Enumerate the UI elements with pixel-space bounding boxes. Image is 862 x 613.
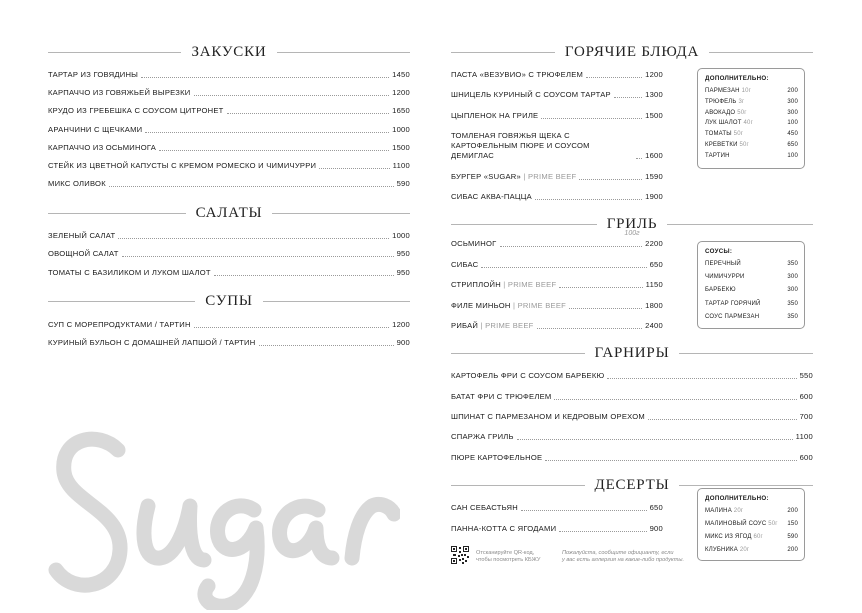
extra-name (705, 153, 730, 160)
item-price: 1100 (795, 432, 813, 442)
dot-leader (259, 345, 394, 346)
extra-weight: 50г (733, 131, 744, 138)
section-title: ГОРЯЧИЕ БЛЮДА (564, 43, 700, 60)
salaty-list (48, 231, 410, 277)
header-rule (263, 301, 410, 302)
sauce-name: ЧИМИЧУРРИ (705, 274, 745, 281)
dot-leader (214, 275, 394, 276)
dot-leader (227, 113, 390, 114)
hot-list (451, 70, 663, 202)
menu-item (451, 239, 663, 249)
sauce-price: 350 (787, 313, 798, 320)
item-name: СУП С МОРЕПРОДУКТАМИ / ТАРТИН (48, 319, 191, 329)
extra-label: КЛУБНИКА (705, 547, 738, 553)
dot-leader (586, 77, 642, 78)
extra-label: АВОКАДО (705, 109, 736, 116)
dot-leader (554, 399, 796, 400)
menu-item (48, 161, 410, 171)
extra-row (705, 547, 798, 554)
menu-item (48, 320, 410, 330)
item-name: СИБАС АКВА-ПАЦЦА (451, 191, 532, 201)
sauces-box (697, 241, 805, 329)
header-rule (48, 301, 195, 302)
extra-weight: 20г (733, 508, 744, 514)
menu-item (48, 268, 410, 278)
item-price: 1200 (392, 88, 410, 98)
dot-leader (122, 256, 394, 257)
menu-item (451, 172, 663, 182)
sauce-row (705, 314, 798, 321)
dot-leader (537, 328, 643, 329)
item-price: 1900 (645, 191, 663, 201)
prime-beef-tag: | PRIME BEEF (500, 280, 557, 290)
item-name (451, 321, 534, 331)
left-column (48, 40, 410, 356)
item-name: СТЕЙК ИЗ ЦВЕТНОЙ КАПУСТЫ С КРЕМОМ РОМЕСКО И ЧИМИЧУРРИ (48, 160, 317, 170)
menu-item (48, 70, 410, 80)
menu-item (451, 280, 663, 290)
box-title: ДОПОЛНИТЕЛЬНО: (705, 75, 769, 82)
sauce-name: ПЕРЕЧНЫЙ (705, 261, 741, 267)
item-name: СПАРЖА ГРИЛЬ (451, 432, 514, 442)
item-price: 600 (799, 452, 813, 462)
extra-label: ТРЮФЕЛЬ (705, 98, 737, 105)
header-rule (48, 213, 186, 214)
menu-item (48, 179, 410, 189)
menu-item (451, 524, 663, 534)
item-name (451, 172, 576, 182)
sauce-name: СОУС ПАРМЕЗАН (705, 313, 760, 320)
item-name: КРУДО ИЗ ГРЕБЕШКА С СОУСОМ ЦИТРОНЕТ (48, 106, 224, 116)
allergy-note-line: у вас есть аллергия на какие-либо продукты. (562, 557, 685, 563)
item-name-text: РИБАЙ (451, 320, 479, 330)
dot-leader (319, 168, 389, 169)
extra-row (705, 88, 798, 95)
menu-item (451, 392, 813, 402)
section-title: САЛАТЫ (195, 204, 263, 221)
allergy-note-line: Пожалуйста, сообщите официанту, если (562, 550, 674, 556)
dot-leader (145, 132, 389, 133)
sauce-row (705, 287, 798, 294)
item-price: 950 (396, 267, 410, 277)
dot-leader (141, 77, 389, 78)
dot-leader (614, 97, 642, 98)
sauce-row (705, 301, 798, 308)
item-name: ОВОЩНОЙ САЛАТ (48, 249, 119, 259)
section-title: ЗАКУСКИ (191, 43, 267, 60)
extra-weight: 50г (739, 141, 749, 148)
extra-name (705, 99, 744, 106)
item-price: 1000 (392, 124, 410, 134)
header-rule (451, 485, 585, 486)
sauce-price: 300 (787, 287, 798, 294)
section-header-zakuski (48, 40, 410, 64)
extra-name (705, 534, 763, 541)
sauce-name: БАРБЕКЮ (705, 287, 736, 294)
menu-item (451, 131, 663, 161)
item-price: 1650 (392, 106, 410, 116)
item-price: 1300 (645, 90, 663, 100)
extra-price: 100 (787, 120, 798, 127)
item-price: 1200 (645, 70, 663, 79)
garnish-list (451, 371, 813, 463)
dot-leader (541, 118, 642, 119)
dot-leader (521, 510, 647, 511)
extra-label: МАЛИНА (705, 508, 732, 514)
box-title: СОУСЫ: (705, 248, 733, 255)
menu-item (48, 231, 410, 241)
item-price: 700 (799, 412, 813, 422)
dot-leader (559, 287, 642, 288)
extra-label: ТАРТИН (705, 152, 730, 159)
item-name: ЦЫПЛЕНОК НА ГРИЛЕ (451, 110, 539, 120)
dot-leader (194, 95, 390, 96)
item-name: КУРИНЫЙ БУЛЬОН С ДОМАШНЕЙ ЛАПШОЙ / ТАРТИН (48, 337, 256, 347)
extra-row (705, 131, 798, 138)
box-title: ДОПОЛНИТЕЛЬНО: (705, 495, 769, 502)
extra-price: 200 (787, 88, 798, 94)
item-price: 1600 (645, 151, 663, 161)
extra-row (705, 99, 798, 106)
extra-name (705, 131, 743, 138)
prime-beef-tag: | PRIME BEEF (510, 300, 567, 310)
item-name: СИБАС (451, 259, 479, 269)
item-price: 590 (396, 179, 410, 189)
dot-leader (194, 327, 389, 328)
sauce-price: 350 (787, 261, 798, 267)
item-price: 650 (649, 503, 663, 513)
header-rule (709, 52, 813, 53)
menu-item (451, 371, 813, 381)
extra-name (705, 110, 747, 117)
dot-leader (159, 150, 389, 151)
menu-item (48, 143, 410, 153)
menu-item (451, 301, 663, 311)
extra-name (705, 88, 751, 95)
extra-row (705, 120, 798, 127)
header-rule (272, 213, 410, 214)
item-name: АРАНЧИНИ С ЩЕЧКАМИ (48, 124, 143, 134)
sauce-price: 350 (787, 300, 798, 307)
item-name: ПЮРЕ КАРТОФЕЛЬНОЕ (451, 452, 543, 462)
section-header-garnish (451, 341, 813, 365)
dot-leader (636, 158, 642, 159)
extra-price: 100 (787, 152, 798, 159)
extra-weight: 3г (738, 98, 745, 105)
item-price: 1800 (645, 300, 663, 310)
extra-price: 590 (787, 534, 798, 540)
item-price: 550 (799, 371, 813, 381)
extra-price: 450 (787, 131, 798, 138)
extra-weight: 40г (743, 120, 753, 127)
section-subtitle: 100г (624, 230, 640, 238)
dot-leader (559, 531, 646, 532)
dot-leader (535, 199, 642, 200)
item-price: 1100 (392, 160, 410, 170)
qr-code-icon[interactable] (451, 546, 469, 564)
prime-beef-tag: | PRIME BEEF (521, 171, 577, 181)
extra-row (705, 521, 798, 528)
item-price: 1000 (392, 231, 410, 241)
menu-item (451, 321, 663, 331)
section-header-hot (451, 40, 813, 64)
item-name: САН СЕБАСТЬЯН (451, 503, 518, 513)
item-price: 1500 (645, 110, 663, 120)
header-rule (277, 52, 410, 53)
menu-item (48, 88, 410, 98)
item-name: ШНИЦЕЛЬ КУРИНЫЙ С СОУСОМ ТАРТАР (451, 90, 611, 100)
header-rule (667, 224, 813, 225)
dot-leader (648, 419, 797, 420)
item-price: 1450 (392, 70, 410, 79)
extra-name (705, 521, 778, 528)
item-name: ЗЕЛЕНЫЙ САЛАТ (48, 231, 116, 241)
dot-leader (500, 246, 643, 247)
item-name: ТОМАТЫ С БАЗИЛИКОМ И ЛУКОМ ШАЛОТ (48, 267, 211, 277)
extra-label: ПАРМЕЗАН (705, 88, 740, 94)
section-header-salaty (48, 201, 410, 225)
item-name: КАРПАЧЧО ИЗ ГОВЯЖЬЕЙ ВЫРЕЗКИ (48, 88, 191, 98)
header-rule (679, 485, 813, 486)
extra-row (705, 508, 798, 515)
item-name: ПАСТА «ВЕЗУВИО» С ТРЮФЕЛЕМ (451, 70, 584, 79)
item-price: 1150 (645, 280, 663, 290)
item-name (451, 280, 556, 290)
menu-item (451, 111, 663, 121)
menu-item (48, 338, 410, 348)
extra-weight: 50г (768, 521, 778, 527)
extra-name (705, 547, 749, 554)
sugar-watermark-logo (40, 410, 400, 610)
extra-price: 650 (787, 141, 798, 148)
extra-label: ЛУК ШАЛОТ (705, 120, 742, 127)
extra-row (705, 142, 798, 149)
extra-label: КРЕВЕТКИ (705, 141, 738, 148)
extra-weight: 60г (753, 534, 763, 540)
item-name-text: ФИЛЕ МИНЬОН (451, 300, 511, 310)
extra-label: МИКС ИЗ ЯГОД (705, 534, 752, 540)
item-name: БАТАТ ФРИ С ТРЮФЕЛЕМ (451, 391, 552, 401)
extra-name (705, 508, 743, 515)
menu-item (48, 125, 410, 135)
dot-leader (109, 186, 394, 187)
header-rule (451, 52, 555, 53)
extra-price: 200 (787, 547, 798, 553)
menu-item (451, 503, 663, 513)
extra-weight: 10г (741, 88, 752, 94)
section-title: ГРИЛЬ (606, 215, 658, 232)
section-title: ДЕСЕРТЫ (594, 476, 670, 493)
extra-weight: 50г (737, 109, 747, 116)
item-name: ТАРТАР ИЗ ГОВЯДИНЫ (48, 70, 139, 79)
item-price: 600 (799, 391, 813, 401)
menu-item (451, 90, 663, 100)
sauce-name: ТАРТАР ГОРЯЧИЙ (705, 300, 761, 307)
extra-row (705, 110, 798, 117)
menu-item (451, 432, 813, 442)
grill-list (451, 239, 663, 331)
item-name: КАРПАЧЧО ИЗ ОСЬМИНОГА (48, 142, 157, 152)
menu-item (451, 260, 663, 270)
qr-note-line: Отсканируйте QR-код, (476, 550, 535, 556)
dot-leader (569, 308, 642, 309)
item-price: 1200 (392, 319, 410, 329)
item-name: ШПИНАТ С ПАРМЕЗАНОМ И КЕДРОВЫМ ОРЕХОМ (451, 412, 645, 422)
menu-item (451, 192, 663, 202)
extra-name (705, 120, 753, 127)
header-rule (451, 353, 585, 354)
item-name: ПАННА-КОТТА С ЯГОДАМИ (451, 523, 557, 533)
item-price: 900 (396, 337, 410, 347)
extra-label: МАЛИНОВЫЙ СОУС (705, 521, 767, 527)
header-rule (679, 353, 813, 354)
extra-price: 150 (787, 521, 798, 527)
item-name: ОСЬМИНОГ (451, 239, 497, 249)
qr-note (476, 550, 540, 564)
item-price: 1500 (392, 142, 410, 152)
sauce-row (705, 261, 798, 268)
dot-leader (579, 179, 642, 180)
dessert-extras-box (697, 488, 805, 561)
extra-price: 200 (787, 508, 798, 514)
supy-list (48, 320, 410, 348)
menu-item (451, 70, 663, 80)
header-rule (451, 224, 597, 225)
dessert-list (451, 503, 663, 533)
item-name: МИКС ОЛИВОК (48, 179, 106, 189)
extra-price: 300 (787, 98, 798, 105)
allergy-note (562, 550, 684, 564)
qr-note-line: чтобы посмотреть КБЖУ (476, 557, 541, 563)
header-rule (48, 52, 181, 53)
section-header-supy (48, 290, 410, 314)
zakuski-list (48, 70, 410, 189)
dot-leader (607, 378, 796, 379)
extra-weight: 20г (739, 547, 750, 553)
item-name: КАРТОФЕЛЬ ФРИ С СОУСОМ БАРБЕКЮ (451, 371, 605, 381)
item-price: 650 (649, 259, 663, 269)
dot-leader (545, 460, 796, 461)
dot-leader (517, 439, 793, 440)
extra-name (705, 142, 749, 149)
menu-item (48, 249, 410, 259)
section-title: СУПЫ (205, 293, 253, 309)
menu-item (451, 453, 813, 463)
item-name-text: БУРГЕР «SUGAR» (451, 171, 522, 181)
extra-label: ТОМАТЫ (705, 131, 732, 138)
menu-item (48, 106, 410, 116)
dot-leader (118, 238, 389, 239)
menu-item (451, 412, 813, 422)
extra-row (705, 534, 798, 541)
section-title: ГАРНИРЫ (594, 344, 670, 361)
item-price: 950 (396, 249, 410, 259)
prime-beef-tag: | PRIME BEEF (478, 320, 534, 330)
sauce-row (705, 274, 798, 281)
dot-leader (481, 267, 646, 268)
extra-price: 300 (787, 109, 798, 116)
item-name (451, 301, 566, 311)
extra-row (705, 153, 798, 160)
item-price: 2400 (645, 320, 663, 330)
item-price: 1590 (645, 171, 663, 181)
sauce-price: 300 (787, 274, 798, 281)
item-price: 2200 (645, 239, 663, 249)
item-name-text: СТРИПЛОЙН (451, 280, 501, 290)
item-name: ТОМЛЕНАЯ ГОВЯЖЬЯ ЩЕКА С КАРТОФЕЛЬНЫМ ПЮРЕ И СОУСОМ ДЕМИГЛАС (451, 131, 590, 161)
hot-extras-box (697, 68, 805, 169)
item-price: 900 (649, 523, 663, 533)
